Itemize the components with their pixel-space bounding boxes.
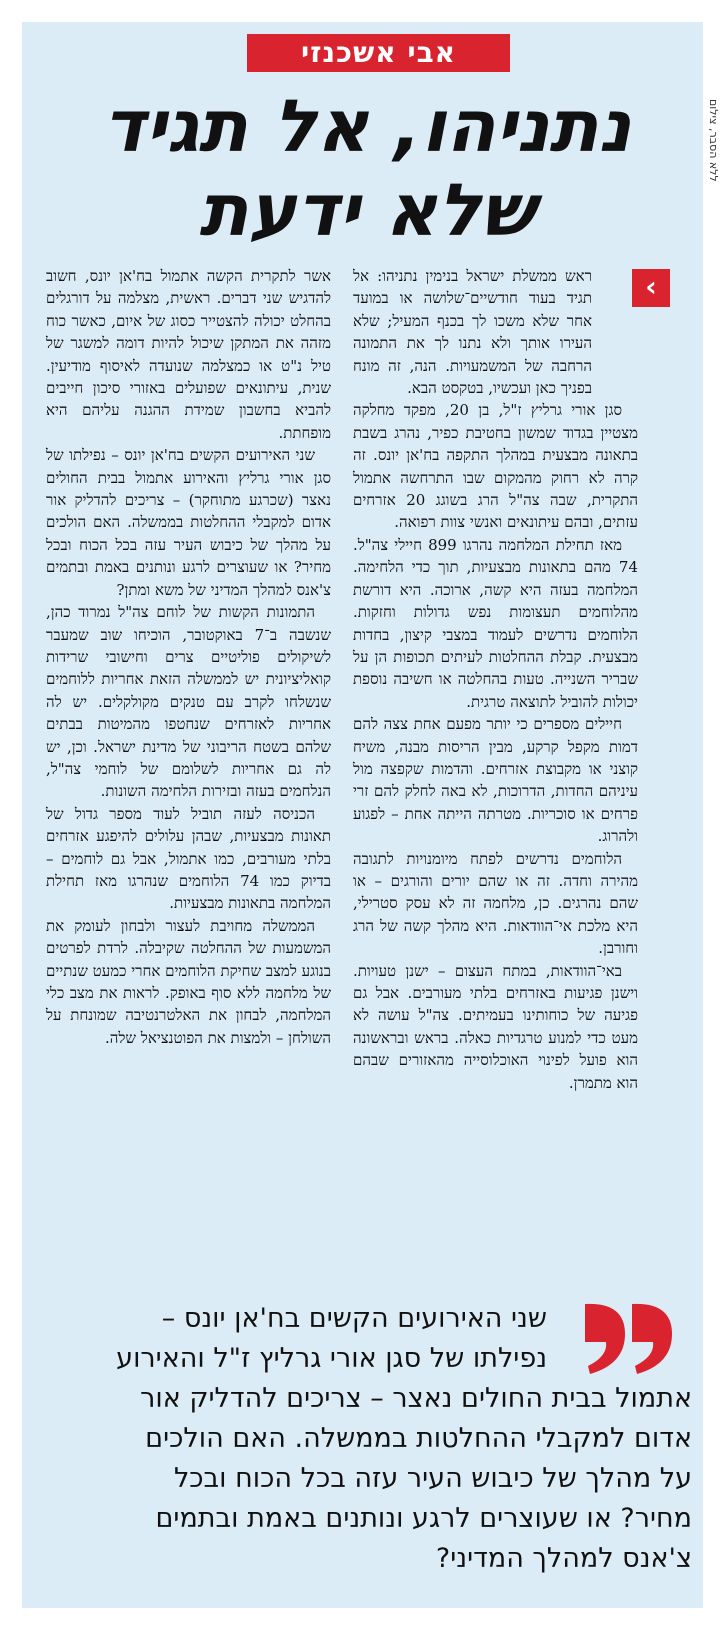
author-name-banner: אבי אשכנזי — [247, 34, 510, 72]
headline-line-2: שלא ידעת — [199, 168, 535, 252]
pull-quote-line: אדום למקבלי ההחלטות בממשלה. האם הולכים — [145, 1423, 692, 1454]
paragraph: חיילים מספרים כי יותר מפעם אחת צצה להם דמות מקפל קרקע, מבין הריסות מבנה, משיח קוצני או מקבוצת אזרחים. והדמות שקפצה מול עיניהם החדות, הדרוכות, לא באה לחלק להם זרי פרחים או סוכריות. מטרתה הייתה אחת – לפגוע ולהרוג. — [353, 715, 638, 846]
paragraph: שני האירועים הקשים בח'אן יונס – נפילתו של סגן אורי גרליץ והאירוע אתמול בבית החולים נאצר (שכרגע מתוחקר) – צריכים להדליק אור אדום למקבלי ההחלטות בממשלה. האם הולכים על מהלך של כיבוש העיר עזה בכל הכוח ובכל מחיר? או שעוצרים לרגע ונותנים באמת ובתמים צ'אנס למהלך המדיני של משא ומתן? — [46, 446, 331, 599]
pull-quote-line: שני האירועים הקשים בח'אן יונס – — [161, 1303, 547, 1334]
pull-quote-line: נפילתו של סגן אורי גרליץ ז"ל והאירוע — [116, 1343, 547, 1374]
headline — [62, 84, 672, 252]
pull-quote-line: צ'אנס למהלך המדיני? — [435, 1543, 692, 1574]
section-arrow-icon: ‹ — [632, 269, 670, 307]
pull-quote-line: על מהלך של כיבוש העיר עזה בכל הכוח ובכל — [173, 1463, 692, 1494]
page-edge-strip — [703, 0, 721, 1633]
paragraph: באי־הוודאות, במתח העצום – ישנן טעויות. וישנן פגיעות באזרחים בלתי מעורבים. אבל גם פגיעה של כוחותינו בעמיתים. צה"ל עושה לא מעט כדי למנוע טרגדיות כאלה. בראש ובראשונה הוא פועל לפינוי האוכלוסייה מהאזורים שבהם הוא מתמרן. — [353, 961, 638, 1092]
article-column-left — [46, 265, 331, 1049]
pull-quote-line: מחיר? או שעוצרים לרגע ונותנים באמת ובתמים — [155, 1503, 692, 1534]
paragraph: התמונות הקשות של לוחם צה"ל נמרוד כהן, שנשבה ב־7 באוקטובר, הוכיחו שוב שמעבר לשיקולים פוליטיים צרים וחישובי שרידות קואליציונית יש לממשלה הזאת אחריות ללוחמים שנשלחו לקרב עם טנקים מקולקלים. יש לה אחריות לאזרחים שנחטפו מהמיטות בבתים שלהם בשטח הריבוני של מדינת ישראל. וכן, יש לה גם אחריות לשלומם של לוחמי צה"ל, הנלחמים בעזה ובזירות הלחימה השונות. — [46, 603, 331, 801]
paragraph: הכניסה לעזה תוביל לעוד מספר גדול של תאונות מבצעיות, שבהן עלולים להיפגע אזרחים בלתי מעורבים, כמו אתמול, אבל גם לוחמים – בדיוק כמו 74 הלוחמים שנהרגו מאז תחילת המלחמה בתאונות מבצעיות. — [46, 804, 331, 913]
headline-line-1: נתניהו, אל תגיד — [102, 84, 632, 168]
paragraph: הממשלה מחויבת לעצור ולבחון לעומק את המשמעות של ההחלטה שקיבלה. לרדת לפרטים בנוגע למצב שחיקת הלוחמים אחרי כמעט שנתיים של מלחמה ללא סוף באופק. לראות את מצב כלי המלחמה, לבחון את האלטרנטיבה שמונחת על השולחן – ולמצות את הפוטנציאל שלה. — [46, 916, 331, 1047]
paragraph: ראש ממשלת ישראל בנימין נתניהו: אל תגיד בעוד חודשיים־שלושה או במועד אחר שלא משכו לך בכנף המעיל; שלא העירו אותך ולא נתנו לך את התמונה הרחבה של המשמעויות. הנה, זה מונח בפניך כאן ועכשיו, בטקסט הבא. — [353, 267, 592, 398]
pull-quote — [52, 1299, 692, 1579]
paragraph: הלוחמים נדרשים לפתח מיומנויות לתגובה מהירה וחדה. זה או שהם יורים והורגים – או שהם נהרגים. כן, מלחמה זה לא עסק סטרילי, היא מלכת אי־הוודאות. היא מהלך קשה של הרג וחורבן. — [353, 849, 638, 958]
photo-credit: ללא הסבר, צילום — [707, 99, 720, 182]
paragraph: סגן אורי גרליץ ז"ל, בן 20, מפקד מחלקה מצטיין בגדוד שמשון בחטיבת כפיר, נהרג בשבת בתאונה מבצעית במהלך התקפה בח'אן יונס. זה קרה לא רחוק מהמקום שבו התרחשה אתמול התקרית, שבה צה"ל הרג בשוגג 20 אזרחים עזתים, ובהם עיתונאים ואנשי צוות רפואה. — [353, 401, 638, 532]
paragraph: מאז תחילת המלחמה נהרגו 899 חיילי צה"ל. 74 מהם בתאונות מבצעיות, תוך כדי הלחימה. המלחמה בעזה היא קשה, ארוכה. היא דורשת מהלוחמים תעצומות נפש גדולות וחזקות. הלוחמים נדרשים לעמוד במצבי קיצון, בחדות מבצעית. קבלת ההחלטות לעיתים תכופות הן על שבריר השנייה. טעות בהחלטה או חשיבה נוספת יכולות להוביל לתוצאה טרגית. — [353, 535, 638, 711]
article-column-right — [353, 265, 638, 1094]
article-page — [22, 22, 703, 1608]
pull-quote-line: אתמול בבית החולים נאצר – צריכים להדליק אור — [140, 1383, 692, 1414]
paragraph: אשר לתקרית הקשה אתמול בח'אן יונס, חשוב להדגיש שני דברים. ראשית, מצלמה על דורגלים בהחלט יכולה להצטייר כסוג של איום, כאשר כוח מזהה את המתקן שיכול להיות דומה למשגר של טיל נ"ט או כמצלמה שנועדה לאיסוף מודיעין. שנית, עיתונאים שפועלים באזורי סיכון חייבים להביא בחשבון שמידת ההגנה עליהם היא מופחתת. — [46, 267, 331, 442]
